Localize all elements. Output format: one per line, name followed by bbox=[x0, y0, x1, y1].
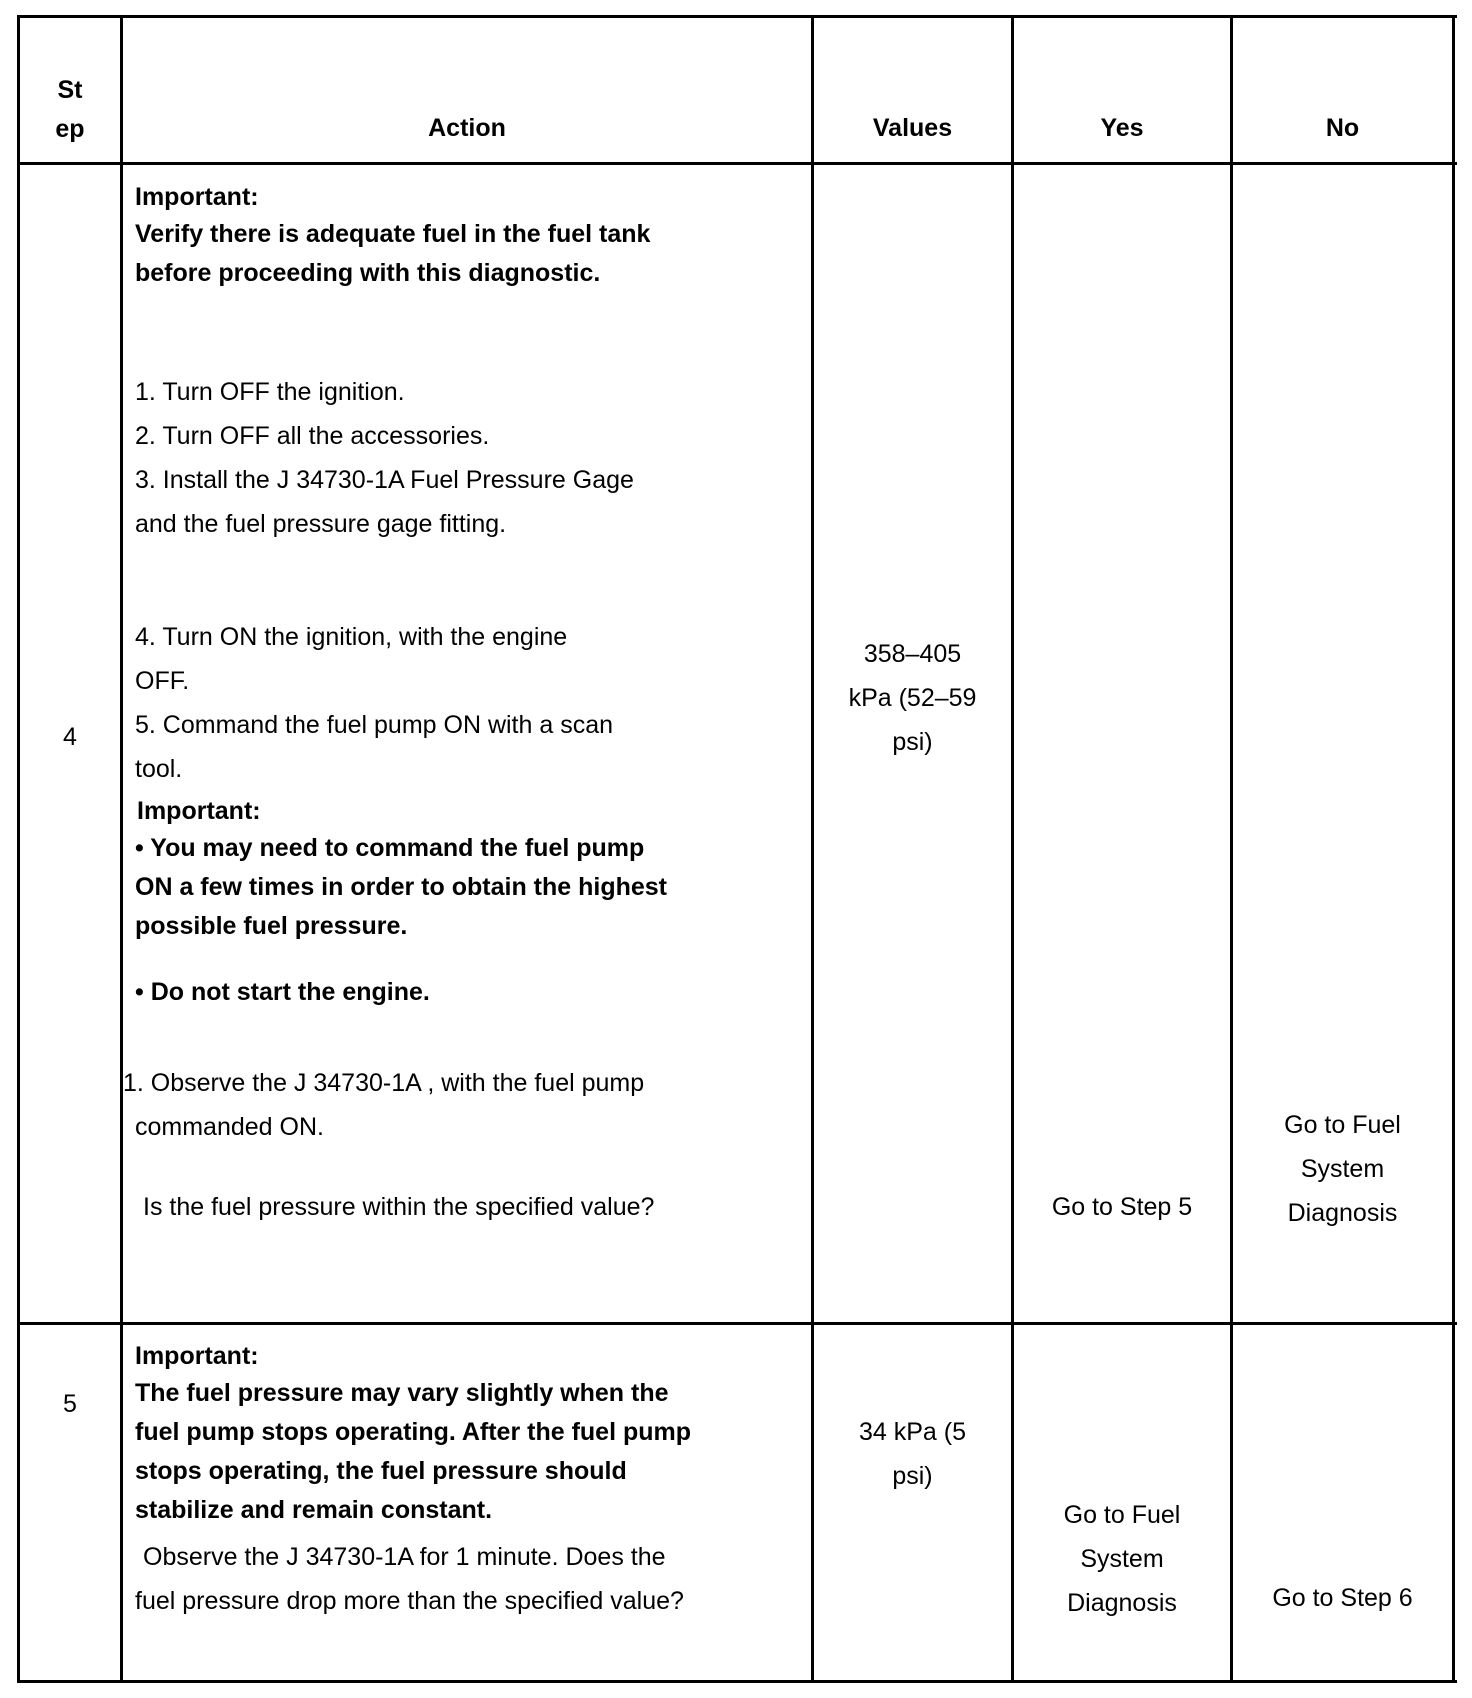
row5-important-label: Important: bbox=[135, 1342, 259, 1370]
col-divider-values bbox=[1011, 15, 1014, 1683]
row4-bullet-2: • Do not start the engine. bbox=[135, 978, 430, 1006]
row4-important-label-1: Important: bbox=[135, 183, 259, 211]
table-border-left bbox=[17, 15, 20, 1683]
row4-important-label-2: Important: bbox=[137, 797, 261, 825]
row4-question: Is the fuel pressure within the specified value? bbox=[143, 1193, 655, 1221]
row4-bullet-1: • You may need to command the fuel pump ON a few times in order to obtain the highest possible fuel pressure. bbox=[135, 834, 667, 940]
col-divider-yes bbox=[1230, 15, 1233, 1683]
row5-yes: Go to Fuel System Diagnosis bbox=[1063, 1501, 1181, 1617]
table-border-bottom bbox=[17, 1680, 1457, 1683]
header-step: St ep bbox=[55, 76, 85, 143]
row5-step: 5 bbox=[63, 1390, 77, 1418]
row5-question: Observe the J 34730-1A for 1 minute. Does the fuel pressure drop more than the specified value? bbox=[135, 1543, 684, 1615]
row4-values: 358–405 kPa (52–59 psi) bbox=[848, 640, 977, 756]
row4-yes: Go to Step 5 bbox=[1051, 1193, 1193, 1221]
row4-step-list-2: 4. Turn ON the ignition, with the engine OFF. 5. Command the fuel pump ON with a scan tool. bbox=[135, 623, 614, 783]
row-divider bbox=[17, 1322, 1457, 1325]
diagnostic-table bbox=[17, 15, 1457, 1683]
header-values: Values bbox=[872, 114, 953, 142]
table-border-top bbox=[17, 15, 1457, 18]
row4-no: Go to Fuel System Diagnosis bbox=[1284, 1111, 1401, 1227]
row5-values: 34 kPa (5 psi) bbox=[858, 1418, 966, 1490]
row4-step: 4 bbox=[63, 723, 77, 751]
header-no: No bbox=[1325, 114, 1360, 142]
header-action: Action bbox=[428, 114, 506, 142]
row5-important-text: The fuel pressure may vary slightly when the fuel pump stops operating. After the fuel pump stops operating, the fuel pressure should stabilize and remain constant. bbox=[135, 1379, 692, 1524]
row5-no: Go to Step 6 bbox=[1272, 1584, 1413, 1612]
header-divider bbox=[17, 162, 1457, 165]
row4-important-text-1: Verify there is adequate fuel in the fuel tank before proceeding with this diagnostic. bbox=[135, 220, 651, 287]
row4-observe: 1. Observe the J 34730-1A , with the fuel pump commanded ON. bbox=[123, 1069, 645, 1141]
table-border-right bbox=[1452, 15, 1455, 1683]
row4-step-list: 1. Turn OFF the ignition. 2. Turn OFF all the accessories. 3. Install the J 34730-1A Fuel Pressure Gage and the fuel pressure gage fitting. bbox=[135, 378, 634, 538]
col-divider-step bbox=[120, 15, 123, 1683]
header-yes: Yes bbox=[1100, 114, 1144, 142]
